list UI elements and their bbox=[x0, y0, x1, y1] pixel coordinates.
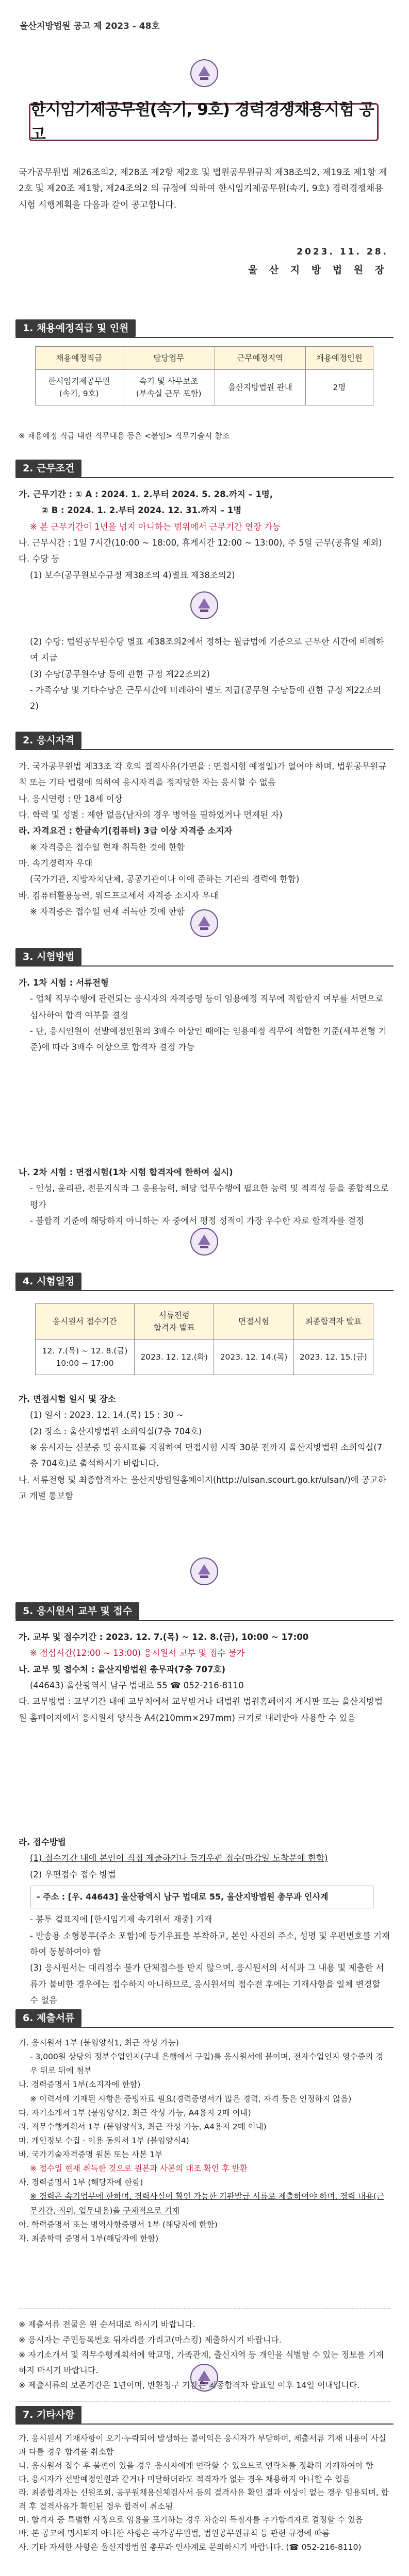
submission-line: - 반송용 소형봉투(주소 포함)에 등기우표를 부착하고, 본인 사진의 주소, 성명 및 우편번호를 기재하여 동봉하여야 함 bbox=[30, 1930, 390, 1957]
work-period-b: ② B : 2024. 1. 2.부터 2024. 12. 31.까지 – 1명 bbox=[41, 505, 242, 516]
section-divider bbox=[15, 477, 394, 478]
table-header: 서류전형 합격자 발표 bbox=[135, 1304, 214, 1340]
section-1-heading: 1. 채용예정직급 및 인원 bbox=[15, 319, 136, 337]
eligibility-line: ※ 자격증은 접수일 현재 취득한 것에 한함 bbox=[30, 842, 185, 852]
table-cell: 2023. 12. 12.(화) bbox=[135, 1340, 214, 1375]
recruit-table bbox=[35, 346, 373, 405]
notice-number: 울산지방법원 공고 제 2023 - 48호 bbox=[20, 21, 160, 31]
allowance-details bbox=[19, 634, 390, 715]
method-line: 가. 1차 시험 : 서류전형 bbox=[19, 978, 109, 988]
note-line: ※ 응시자는 주민등록번호 뒤자리를 가리고(마스킹) 제출하시기 바랍니다. bbox=[19, 2334, 282, 2345]
section-7-heading: 6. 제출서류 bbox=[15, 2009, 81, 2027]
application-line: 다. 교부방법 : 교부기간 내에 교부처에서 교부받거나 대법원 법원홈페이지 게시판 또는 울산지방법원 홈페이지에서 응시원서 양식을 A4(210mm×297mm) 크기로 내려받아 사용할 수 있음 bbox=[19, 1697, 383, 1723]
other-line: 라. 최종합격자는 신원조회, 공무원채용신체검사서 등의 결격사유 확인 결과 이상이 없는 경우 임용되며, 합격 후 결격사유가 확인된 경우 합격이 취소됨 bbox=[19, 2488, 389, 2511]
submission-method bbox=[19, 1834, 390, 2008]
table-cell: 한시임기제공무원 (속기, 9호) bbox=[36, 370, 123, 405]
eligibility-line: (국가기관, 지방자치단체, 공공기관이나 이에 준하는 기관의 경력에 한함) bbox=[30, 874, 300, 885]
table-header: 최종합격자 발표 bbox=[293, 1304, 373, 1340]
page-title: 한시임기제공무원(속기, 9호) 경력경쟁채용시험 공고 bbox=[30, 100, 374, 144]
document-line: ※ 접수일 현재 취득한 것으로 원본과 사본의 대조 확인 후 반환 bbox=[30, 2164, 248, 2174]
note-line: ※ 자기소개서 및 직무수행계획서에 학교명, 가족관계, 출신지역 등 개인을 식별할 수 있는 정보를 기재하지 마시기 바랍니다. bbox=[19, 2350, 384, 2375]
submission-notes bbox=[19, 2308, 390, 2402]
document-line: 다. 자기소개서 1부 (붙임양식2, 최근 작성 가능, A4용지 2매 이내) bbox=[19, 2108, 251, 2117]
allowance-line: (2) 수당: 법원공무원수당 별표 제38조의2에서 정하는 월급법에 기준으로 근무한 시간에 비례하여 지급 bbox=[30, 637, 384, 663]
court-emblem-icon bbox=[189, 1556, 220, 1587]
other-line: 사. 기타 자세한 사항은 울산지방법원 총무과 인사계로 문의하시기 바랍니다. (☎ 052-216-8110) bbox=[19, 2542, 362, 2552]
section-divider bbox=[15, 749, 394, 750]
section-6-heading: 5. 응시원서 교부 및 접수 bbox=[15, 1602, 139, 1620]
eligibility-line: 라. 자격요건 : 한글속기(컴퓨터) 3급 이상 자격증 소지자 bbox=[19, 826, 233, 836]
section-divider bbox=[15, 965, 394, 967]
issuer: 울 산 지 방 법 원 장 bbox=[248, 264, 388, 276]
section-divider bbox=[15, 1620, 394, 1621]
eligibility-line: ※ 자격증은 접수일 현재 취득한 것에 한함 bbox=[30, 907, 185, 917]
section-8-heading: 7. 기타사항 bbox=[15, 2406, 81, 2424]
section-4-heading: 3. 시험방법 bbox=[15, 948, 81, 965]
application-line: 나. 교부 및 접수처 : 울산지방법원 총무과(7층 707호) bbox=[19, 1664, 225, 1674]
submission-line: (2) 우편접수 접수 방법 bbox=[30, 1869, 116, 1879]
intro-text: 국가공무원법 제26조의2, 제28조 제2항 제2호 및 법원공무원규칙 제38조의2, 제19조 제1항 제2호 및 제20조 제1항, 제24조의2 의 규정에 의하여 한시임기제공무원(속기, 9호) 경력경쟁채용시험 시행계획을 다음과 같이 공고합니다. bbox=[19, 167, 387, 210]
eligibility-line: 마. 속기경력자 우대 bbox=[19, 858, 93, 869]
other-line: 다. 응시자가 선발예정인원과 같거나 미달하더라도 적격자가 없는 경우 채용하지 아니할 수 있음 bbox=[19, 2475, 351, 2484]
notice-date: 2023. 11. 28. bbox=[297, 247, 388, 257]
table-header: 채용예정인원 bbox=[305, 347, 373, 370]
eligibility-line: 가. 국가공무원법 제33조 각 호의 결격사유(가면을 : 면접시험 예정일)가 없어야 하며, 법원공무원규칙 또는 기타 법령에 의하여 응시자격을 정지당한 자는 응시할 수 없음 bbox=[19, 761, 387, 788]
section-divider bbox=[15, 2424, 394, 2425]
method-line: 나. 2차 시험 : 면접시험(1차 시험 합격자에 한하여 실시) bbox=[19, 1167, 233, 1177]
document-line: 아. 학력증명서 또는 병역사항증명서 1부 (해당자에 한함) bbox=[19, 2219, 218, 2229]
court-emblem-icon bbox=[189, 590, 220, 621]
interview-line: (1) 일시 : 2023. 12. 14.(목) 15 : 30 ~ bbox=[30, 1410, 184, 1420]
application-info bbox=[19, 1629, 390, 1726]
table-cell: 속기 및 사무보조 (부속실 근무 포함) bbox=[123, 370, 215, 405]
table-cell: 울산지방법원 관내 bbox=[215, 370, 305, 405]
submission-line: (3) 응시원서는 대리접수 불가 단체접수를 받지 않으며, 응시원서의 서식과 그 내용 및 제출한 서류가 불비한 경우에는 접수하지 아니하므로, 응시원서의 접수전 후에는 기재사항을 일체 변경할 수 없음 bbox=[30, 1963, 384, 2006]
exam-method-1 bbox=[19, 975, 390, 1056]
eligibility-line: 바. 컴퓨터활용능력, 워드프로세서 자격증 소지자 우대 bbox=[19, 890, 219, 901]
table-header: 담당업무 bbox=[123, 347, 215, 370]
interview-line: 나. 서류전형 및 최종합격자는 울산지방법원홈페이지(http://ulsan.scourt.go.kr/ulsan/)에 공고하고 개별 통보함 bbox=[19, 1475, 386, 1501]
document-line: 라. 직무수행계획서 1부 (붙임양식3, 최근 작성 가능, A4용지 2매 이내) bbox=[19, 2122, 267, 2131]
document-line: - 3,000원 상당의 정부수입인지(구내 은행에서 구입)를 응시원서에 붙이며, 전자수입인지 영수증의 경우 뒤로 뒤에 첨부 bbox=[30, 2052, 384, 2076]
eligibility-line: 나. 응시연령 : 만 18세 이상 bbox=[19, 793, 123, 804]
note-line: ※ 제출서류의 보존기간은 1년이며, 반환청구 기간은 최종합격자 발표일 이후 14일 이내입니다. bbox=[19, 2380, 360, 2391]
section-divider bbox=[15, 1290, 394, 1291]
schedule-table bbox=[35, 1303, 373, 1375]
section-2-heading: 2. 근무조건 bbox=[15, 460, 81, 477]
submission-line: - 봉투 겉표지에 [한시임기제 속기원서 재중] 기재 bbox=[30, 1914, 212, 1925]
table-cell: 2023. 12. 14.(목) bbox=[214, 1340, 293, 1375]
document-line: ※ 경력은 속기업무에 한하며, 경력사실이 확인 가능한 기관발급 서류로 제출하여야 하며, 경력 내용(근무기간, 직위, 업무내용)을 구체적으로 기재 bbox=[30, 2192, 384, 2215]
table-header: 응시원서 접수기간 bbox=[36, 1304, 135, 1340]
title-box bbox=[29, 100, 379, 144]
table-header: 채용예정직급 bbox=[36, 347, 123, 370]
section-divider bbox=[15, 337, 394, 338]
other-line: 바. 본 공고에 명시되지 아니한 사항은 국가공무원법, 법원공무원규칙 등 관련 규정에 따름 bbox=[19, 2529, 330, 2538]
document-line: ※ 이력서에 기재된 사항은 증빙자료 필요(경력증명서가 많은 경력, 자격 등은 인정하지 않음) bbox=[30, 2094, 352, 2104]
interview-line: ※ 응시자는 신분증 및 응시표를 지참하여 면접시험 시작 30분 전까지 울산지방법원 소회의실(7층 704호)로 출석하시기 바랍니다. bbox=[30, 1443, 383, 1469]
document-line: 자. 최종학력 증명서 1부(해당자에 한함) bbox=[19, 2233, 159, 2243]
section-3-heading: 2. 응시자격 bbox=[15, 732, 81, 749]
other-line: 마. 합격자 중 특별한 사정으로 임용을 포기하는 경우 차순위 득점자를 추가합격자로 결정할 수 있음 bbox=[19, 2515, 363, 2525]
other-line: 가. 응시원서 기재사항이 오기·누락되어 발생하는 불이익은 응시자가 부담하며, 제출서류 기재 내용이 사실과 다를 경우 합격을 취소함 bbox=[19, 2434, 386, 2457]
document-line: 마. 개인정보 수집 · 이용 동의서 1부 (붙임양식4) bbox=[19, 2136, 189, 2145]
exam-method-2 bbox=[19, 1164, 390, 1229]
application-line: (44643) 울산광역시 남구 법대로 55 ☎ 052-216-8110 bbox=[30, 1681, 244, 1691]
document-line: 사. 경력증명서 1부 (해당자에 한함) bbox=[19, 2178, 143, 2188]
table-cell: 2023. 12. 15.(금) bbox=[293, 1340, 373, 1375]
court-emblem-icon bbox=[189, 58, 220, 89]
table-header: 면접시험 bbox=[214, 1304, 293, 1340]
documents-list bbox=[19, 2036, 390, 2246]
table-header: 근무예정지역 bbox=[215, 347, 305, 370]
other-notes bbox=[19, 2432, 390, 2554]
document-line: 나. 경력증명서 1부(소지자에 한함) bbox=[19, 2080, 141, 2090]
interview-line: 가. 면접시험 일시 및 장소 bbox=[19, 1394, 116, 1404]
table-cell: 2명 bbox=[305, 370, 373, 405]
top-strip bbox=[0, 0, 409, 5]
section-5-heading: 4. 시험일정 bbox=[15, 1273, 81, 1290]
recruit-note: ※ 채용예정 직급 내린 직무내용 등은 <붙임> 직무기술서 참조 bbox=[19, 431, 230, 440]
work-period-note: ※ 본 근무기간이 1년을 넘지 아니하는 범위에서 근무기간 연장 가능 bbox=[30, 521, 281, 532]
section-divider bbox=[15, 2027, 394, 2028]
application-line: ※ 점심시간(12:00 ~ 13:00) 응시원서 교부 및 접수 불가 bbox=[30, 1648, 245, 1658]
interview-line: (2) 장소 : 울산지방법원 소회의실(7층 704호) bbox=[30, 1426, 202, 1436]
mail-address-box: - 주소 : [우. 44643] 울산광역시 남구 법대로 55, 울산지방법원 총무과 인사계 bbox=[30, 1886, 373, 1908]
interview-info bbox=[19, 1391, 390, 1504]
method-line: - 단, 응시인원이 선발예정인원의 3배수 이상인 때에는 임용예정 직무에 적합한 기준(세부전형 기준)에 따라 3배수 이상으로 합격자 결정 가능 bbox=[30, 1026, 387, 1053]
court-emblem-icon bbox=[189, 1226, 220, 1257]
method-line: - 불합격 기준에 해당하지 아니하는 자 중에서 평정 성적이 가장 우수한 자로 합격자를 결정 bbox=[30, 1216, 364, 1226]
document-line: 바. 국가기술자격증명 원본 또는 사본 1부 bbox=[19, 2150, 162, 2159]
work-hours: 나. 근무시간 : 1일 7시간(10:00 ~ 18:00, 휴게시간 12:00 ~ 13:00), 주 5일 근무(공휴일 제외) bbox=[19, 538, 382, 548]
pay-line: (1) 보수(공무원보수규정 제38조의 4)별표 제38조의2) bbox=[30, 570, 235, 580]
allowance-title: 다. 수당 등 bbox=[19, 554, 60, 564]
other-line: 나. 응시원서 접수 후 불편이 있을 경우 응시자에게 연락할 수 있으므로 연락처를 정확히 기재하여야 함 bbox=[19, 2461, 373, 2470]
eligibility bbox=[19, 758, 390, 920]
allowance-line: (3) 수당(공무원수당 등에 관한 규정 제22조의2) bbox=[30, 669, 210, 679]
work-period-a: 가. 근무기간 : ① A : 2024. 1. 2.부터 2024. 5. 28.까지 – 1명, bbox=[19, 489, 273, 499]
eligibility-line: 다. 학력 및 성별 : 제한 없음(남자의 경우 병역을 필하였거나 면제된 자) bbox=[19, 810, 283, 820]
document-line: 가. 응시원서 1부 (붙임양식1, 최근 작성 가능) bbox=[19, 2038, 179, 2047]
note-line: ※ 제출서류 전물은 원 순서대로 하시기 바랍니다. bbox=[19, 2319, 195, 2329]
allowance-line: - 가족수당 및 기타수당은 근무시간에 비례하여 별도 지급(공무원 수당등에 관한 규정 제22조의 2) bbox=[30, 685, 381, 711]
table-cell: 12. 7.(목) ~ 12. 8.(금) 10:00 ~ 17:00 bbox=[36, 1340, 135, 1375]
application-line: 가. 교부 및 접수기간 : 2023. 12. 7.(목) ~ 12. 8.(금), 10:00 ~ 17:00 bbox=[19, 1632, 309, 1642]
method-line: - 인성, 윤리관, 전문지식과 그 응용능력, 해당 업무수행에 필요한 능력 및 적격성 등을 종합적으로 평가 bbox=[30, 1183, 389, 1210]
work-conditions bbox=[19, 486, 390, 583]
submission-line: (1) 접수기간 내에 본인이 직접 제출하거나 등기우편 접수(마감일 도착분에 한함) bbox=[30, 1853, 328, 1863]
submission-line: 라. 접수방법 bbox=[19, 1837, 66, 1847]
method-line: - 업체 직무수행에 관련되는 응시자의 자격증명 등이 임용예정 직무에 적합한지 여부를 서면으로 심사하여 합격 여부를 결정 bbox=[30, 994, 384, 1020]
